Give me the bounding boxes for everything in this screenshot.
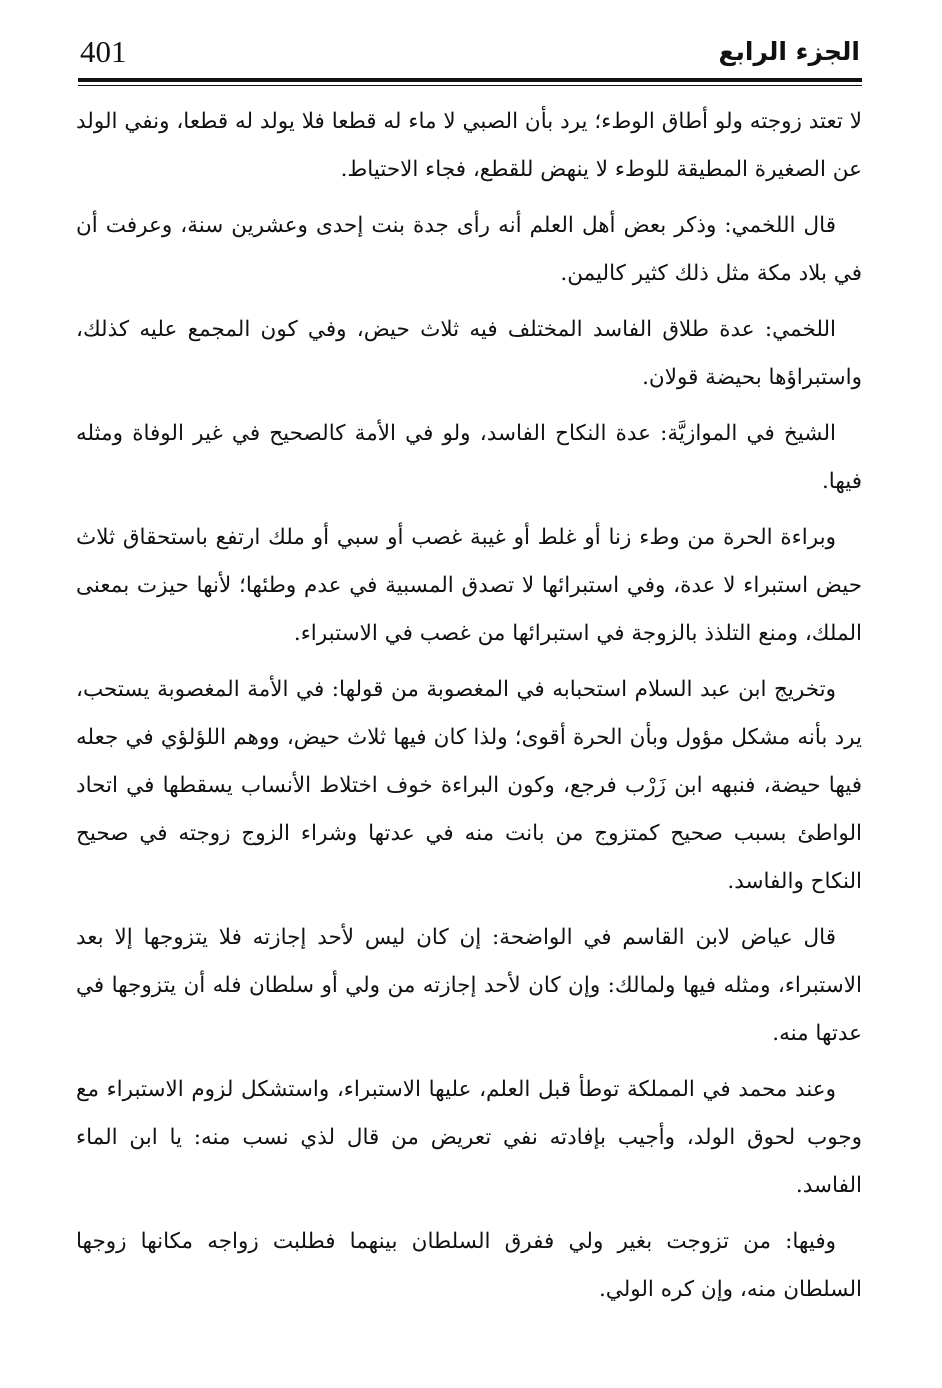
paragraph: قال عياض لابن القاسم في الواضحة: إن كان ليس لأحد إجازته فلا يتزوجها إلا بعد الاستبراء، ومثله فيها ولمالك: وإن كان لأحد إجازته من ولي أو سلطان فله أن يتزوجها في عدتها منه. bbox=[76, 925, 862, 1046]
running-title: الجزء الرابع bbox=[718, 37, 860, 66]
page-header bbox=[72, 28, 860, 76]
paragraph: وتخريج ابن عبد السلام استحبابه في المغصوبة من قولها: في الأمة المغصوبة يستحب، يرد بأنه مشكل مؤول وبأن الحرة أقوى؛ ولذا كان فيها ثلاث حيض، ووهم اللؤلؤي في جعله فيها حيضة، فنبهه ابن زَرْب فرجع، وكون البراءة خوف اختلاط الأنساب يسقطها في اتحاد الواطئ بسبب صحيح كمتزوج من بانت منه في عدتها وشراء الزوج زوجته في صحيح النكاح والفاسد. bbox=[76, 677, 862, 894]
paragraph: لا تعتد زوجته ولو أطاق الوطء؛ يرد بأن الصبي لا ماء له قطعا فلا يولد له قطعا، ونفي الولد عن الصغيرة المطيقة للوطء لا ينهض للقطع، فجاء الاحتياط. bbox=[76, 109, 862, 182]
paragraph: وفيها: من تزوجت بغير ولي ففرق السلطان بينهما فطلبت زواجه مكانها زوجها السلطان منه، وإن كره الولي. bbox=[76, 1229, 862, 1302]
paragraph: اللخمي: عدة طلاق الفاسد المختلف فيه ثلاث حيض، وفي كون المجمع عليه كذلك، واستبراؤها بحيضة قولان. bbox=[76, 317, 862, 390]
text-body bbox=[76, 98, 862, 1322]
paragraph: الشيخ في الموازيَّة: عدة النكاح الفاسد، ولو في الأمة كالصحيح في غير الوفاة ومثله فيها. bbox=[76, 421, 862, 494]
page-number: 401 bbox=[80, 34, 127, 69]
paragraph: وبراءة الحرة من وطء زنا أو غلط أو غيبة غصب أو سبي أو ملك ارتفع باستحقاق ثلاث حيض استبراء لا عدة، وفي استبرائها لا تصدق المسبية في عدم وطئها؛ لأنها حيزت بمعنى الملك، ومنع التلذذ بالزوجة في استبرائها من غصب في الاستبراء. bbox=[76, 525, 862, 646]
paragraph: وعند محمد في المملكة توطأ قبل العلم، عليها الاستبراء، واستشكل لزوم الاستبراء مع وجوب لحوق الولد، وأجيب بإفادته نفي تعريض من قال لذي نسب منه: يا ابن الماء الفاسد. bbox=[76, 1077, 862, 1198]
header-rule bbox=[78, 78, 862, 82]
header-rule-thin bbox=[78, 85, 862, 86]
paragraph: قال اللخمي: وذكر بعض أهل العلم أنه رأى جدة بنت إحدى وعشرين سنة، وعرفت أن في بلاد مكة مثل ذلك كثير كاليمن. bbox=[76, 213, 862, 286]
